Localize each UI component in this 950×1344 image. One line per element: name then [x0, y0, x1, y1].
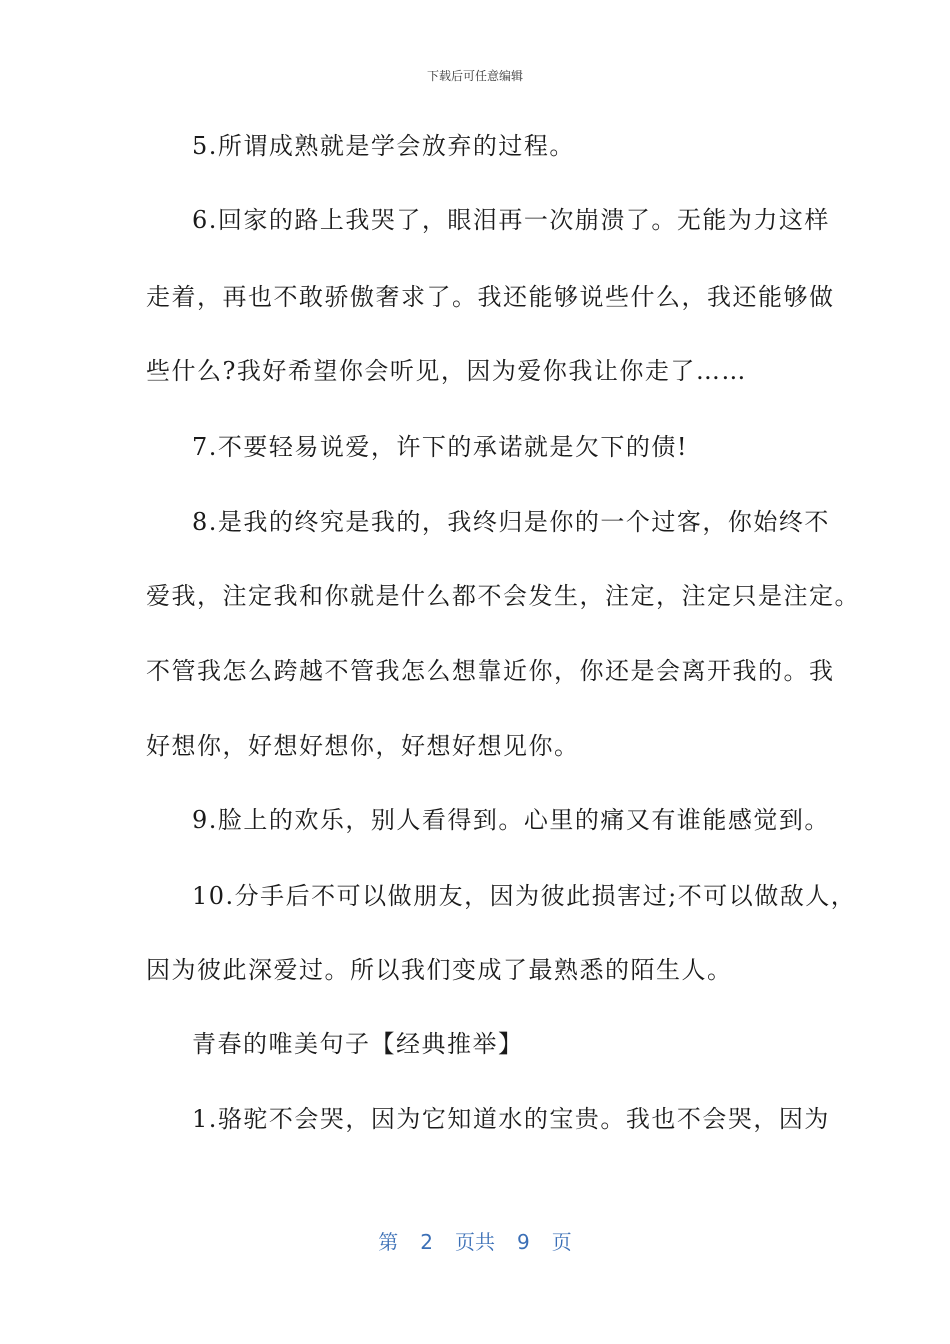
text-line-item-8: 8.是我的终究是我的，我终归是你的一个过客，你始终不 [192, 508, 830, 536]
footer-total-pages: 9 [517, 1230, 530, 1254]
footer-mid: 页共 [455, 1230, 495, 1254]
text-line-item-5: 5.所谓成熟就是学会放弃的过程。 [192, 132, 575, 160]
footer-prefix: 第 [378, 1230, 399, 1254]
text-line-item-9: 9.脸上的欢乐，别人看得到。心里的痛又有谁能感觉到。 [192, 806, 830, 834]
text-line-section-item-1: 1.骆驼不会哭，因为它知道水的宝贵。我也不会哭，因为 [192, 1105, 830, 1133]
text-line-item-10: 10.分手后不可以做朋友，因为彼此损害过;不可以做敌人， [192, 882, 857, 910]
text-line-item-8-cont-1: 爱我，注定我和你就是什么都不会发生，注定，注定只是注定。 [146, 582, 860, 610]
section-heading: 青春的唯美句子【经典推举】 [192, 1030, 524, 1058]
page-footer [0, 1226, 950, 1255]
text-line-item-6: 6.回家的路上我哭了，眼泪再一次崩溃了。无能为力这样 [192, 206, 830, 234]
footer-page-number: 2 [420, 1230, 433, 1254]
text-line-item-7: 7.不要轻易说爱，许下的承诺就是欠下的债! [192, 433, 689, 461]
text-line-item-6-cont-2: 些什么?我好希望你会听见，因为爱你我让你走了…… [146, 357, 747, 385]
page-header-note: 下载后可任意编辑 [426, 69, 523, 83]
text-line-item-8-cont-3: 好想你，好想好想你，好想好想见你。 [146, 732, 580, 760]
text-line-item-6-cont-1: 走着，再也不敢骄傲奢求了。我还能够说些什么，我还能够做 [146, 283, 835, 311]
text-line-item-8-cont-2: 不管我怎么跨越不管我怎么想靠近你，你还是会离开我的。我 [146, 657, 835, 685]
footer-suffix: 页 [551, 1230, 572, 1254]
text-line-item-10-cont: 因为彼此深爱过。所以我们变成了最熟悉的陌生人。 [146, 956, 733, 984]
